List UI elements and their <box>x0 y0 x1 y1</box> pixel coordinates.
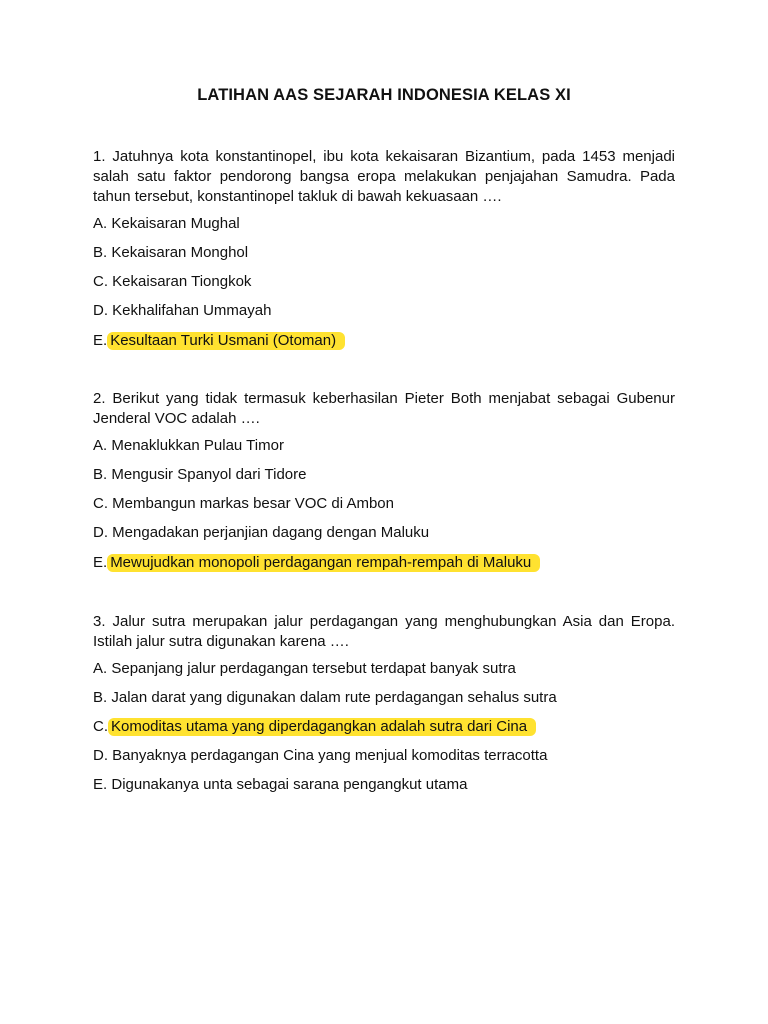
option-text: Kesultaan Turki Usmani (Otoman) <box>110 332 337 349</box>
question-3-option-a <box>93 659 516 679</box>
option-text: Mengusir Spanyol dari Tidore <box>111 466 307 483</box>
question-3-option-d <box>93 746 547 766</box>
answer-highlight <box>107 554 540 572</box>
question-3-option-b <box>93 688 557 708</box>
option-letter: E. <box>93 332 108 349</box>
option-letter: C. <box>93 718 108 735</box>
option-text: Menaklukkan Pulau Timor <box>111 437 284 454</box>
question-1-option-e-answer <box>93 331 345 351</box>
option-text: Jalan darat yang digunakan dalam rute perdagangan sehalus sutra <box>111 689 557 706</box>
option-letter: E. <box>93 554 108 571</box>
question-1-option-a <box>93 214 240 234</box>
option-letter: A. <box>93 215 108 232</box>
option-text: Banyaknya perdagangan Cina yang menjual komoditas terracotta <box>112 747 548 764</box>
option-letter: C. <box>93 495 108 512</box>
option-text: Mengadakan perjanjian dagang dengan Maluku <box>112 524 430 541</box>
option-letter: B. <box>93 466 108 483</box>
question-2-option-a <box>93 436 284 456</box>
option-letter: C. <box>93 273 108 290</box>
option-letter: A. <box>93 660 108 677</box>
question-2-option-e-answer <box>93 553 540 573</box>
question-1-option-d <box>93 301 271 321</box>
question-2-text: 2. Berikut yang tidak termasuk keberhasilan Pieter Both menjabat sebagai Gubenur Jenderal VOC adalah …. <box>93 390 675 427</box>
option-text: Kekhalifahan Ummayah <box>112 302 272 319</box>
option-letter: D. <box>93 747 108 764</box>
question-3-text: 3. Jalur sutra merupakan jalur perdagangan yang menghubungkan Asia dan Eropa. Istilah jalur sutra digunakan karena …. <box>93 613 675 650</box>
question-1-text: 1. Jatuhnya kota konstantinopel, ibu kota kekaisaran Bizantium, pada 1453 menjadi salah satu faktor pendorong bangsa eropa melakukan penjajahan Samudra. Pada tahun tersebut, konstantinopel takluk di bawah kekuasaan …. <box>93 148 675 205</box>
option-text: Digunakanya unta sebagai sarana pengangkut utama <box>111 776 468 793</box>
option-letter: B. <box>93 689 108 706</box>
option-text: Kekaisaran Mughal <box>111 215 240 232</box>
question-2-option-c <box>93 494 394 514</box>
option-text: Kekaisaran Monghol <box>111 244 249 261</box>
question-1-option-c <box>93 272 251 292</box>
question-3-option-c-answer <box>93 717 536 737</box>
question-2-option-b <box>93 465 306 485</box>
option-letter: D. <box>93 524 108 541</box>
page-title: LATIHAN AAS SEJARAH INDONESIA KELAS XI <box>197 86 571 104</box>
answer-highlight <box>108 718 536 736</box>
option-text: Komoditas utama yang diperdagangkan adalah sutra dari Cina <box>111 718 528 735</box>
option-letter: A. <box>93 437 108 454</box>
question-3-option-e <box>93 775 467 795</box>
option-letter: D. <box>93 302 108 319</box>
option-text: Mewujudkan monopoli perdagangan rempah-rempah di Maluku <box>110 554 532 571</box>
answer-highlight <box>107 332 345 350</box>
option-text: Membangun markas besar VOC di Ambon <box>112 495 394 512</box>
option-letter: B. <box>93 244 108 261</box>
question-2-option-d <box>93 523 429 543</box>
option-text: Kekaisaran Tiongkok <box>112 273 252 290</box>
option-text: Sepanjang jalur perdagangan tersebut terdapat banyak sutra <box>111 660 516 677</box>
question-1-option-b <box>93 243 248 263</box>
option-letter: E. <box>93 776 108 793</box>
